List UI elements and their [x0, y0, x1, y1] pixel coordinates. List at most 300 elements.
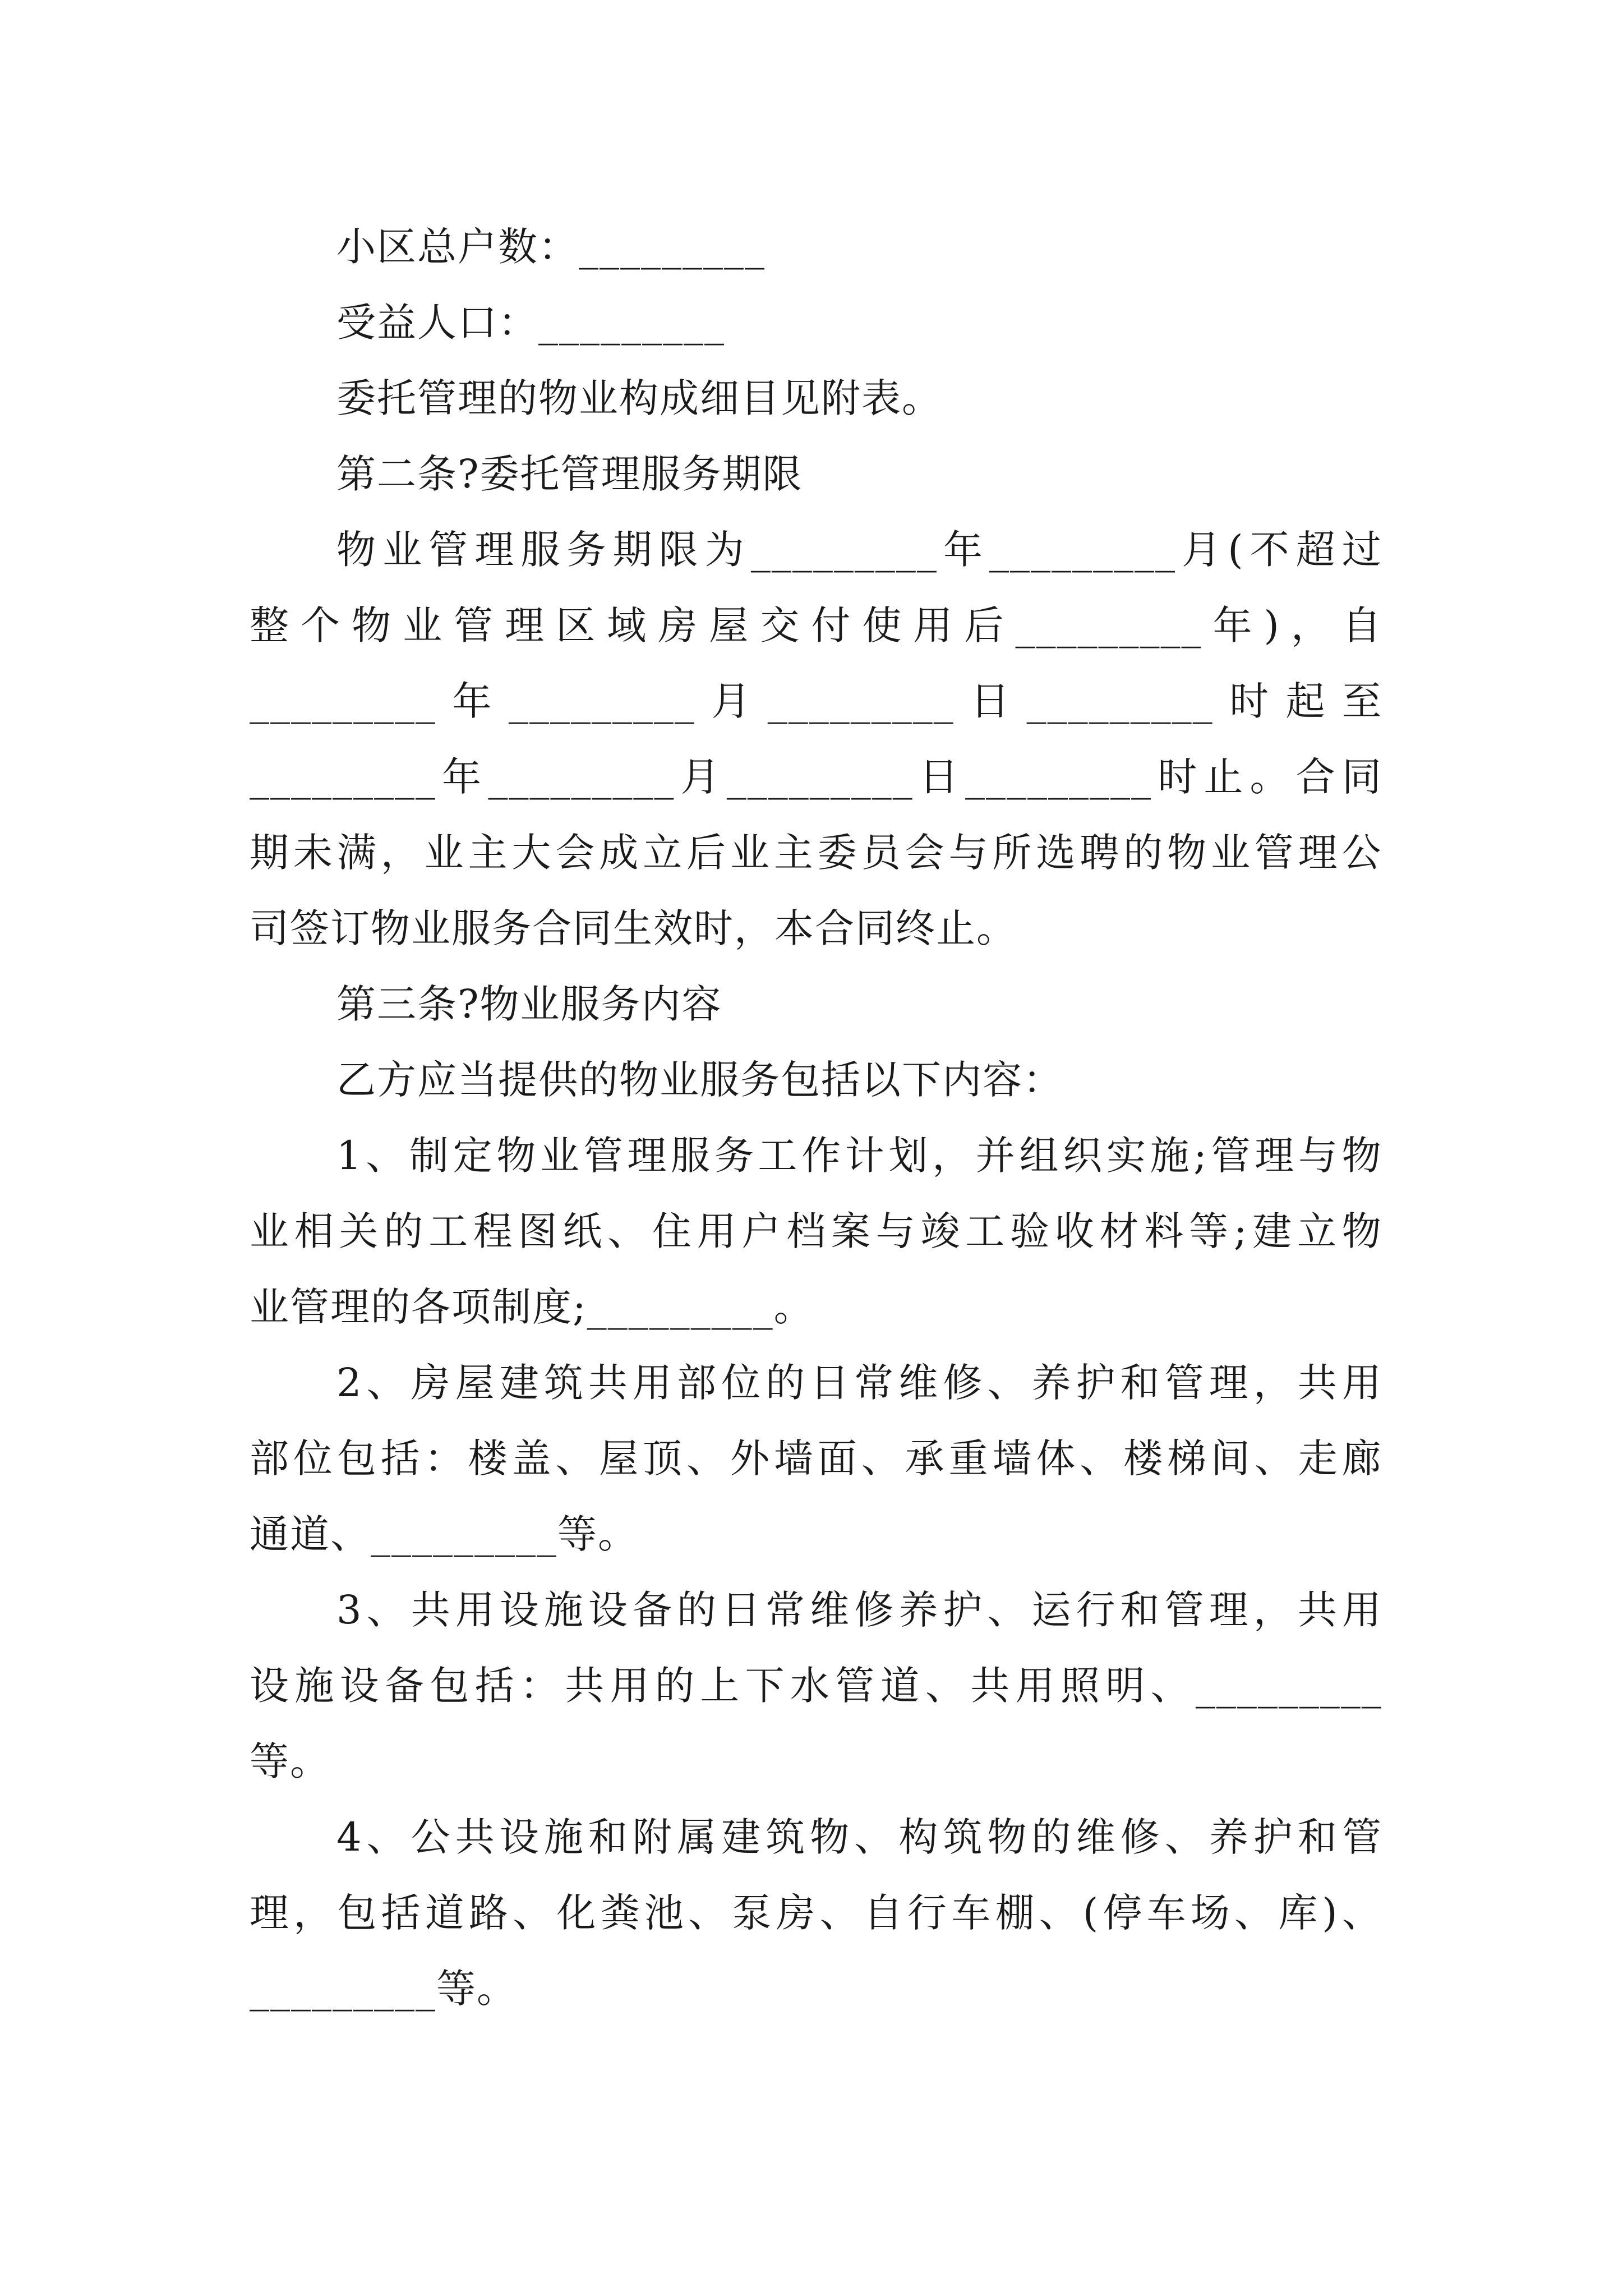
text-segment: 个 — [301, 602, 342, 648]
text-segment: 定 — [453, 1133, 494, 1179]
text-segment: 括 — [380, 1435, 421, 1481]
text-segment: 面 — [817, 1435, 858, 1481]
text-segment: 管 — [1164, 1360, 1205, 1406]
text-segment: 。 — [1249, 754, 1290, 800]
text-segment: 体 — [1036, 1435, 1077, 1481]
text-segment: 、 — [366, 1133, 407, 1179]
text-segment: 与 — [948, 830, 989, 876]
text-segment: 时 — [1158, 754, 1198, 800]
text-segment: 、 — [513, 1890, 554, 1936]
text-segment: 、 — [1254, 1435, 1295, 1481]
text-segment: 户 — [741, 1208, 782, 1254]
text-segment: 竣 — [920, 1208, 961, 1254]
text-segment: 的 — [1123, 830, 1164, 876]
text-segment: 、 — [366, 1360, 407, 1406]
text-segment: 筑 — [766, 1814, 806, 1860]
text-segment: 理 — [1209, 1360, 1249, 1406]
article-2-line-6 — [250, 895, 1382, 962]
text-segment: 用 — [1341, 1587, 1382, 1633]
text-segment: 物 — [352, 602, 393, 648]
text-segment: 乙方应当提供的物业服务包括以下内容： — [336, 1057, 1063, 1103]
text-segment: 位 — [721, 1360, 762, 1406]
text-segment: 域 — [607, 602, 648, 648]
text-segment: ， — [293, 1890, 334, 1936]
text-segment: 立 — [1297, 1208, 1338, 1254]
text-segment: 止 — [1204, 754, 1244, 800]
text-segment: 管 — [454, 602, 495, 648]
text-segment: 日 — [970, 678, 1011, 724]
text-segment: 划 — [888, 1133, 929, 1179]
text-segment: 第三条?物业服务内容 — [336, 981, 722, 1027]
text-segment: 设 — [250, 1663, 290, 1709]
text-segment: 聘 — [1080, 830, 1121, 876]
text-segment: 设 — [499, 1587, 540, 1633]
text-segment: 常 — [854, 1360, 895, 1406]
text-segment: 区 — [556, 602, 597, 648]
text-segment: 至 — [1341, 678, 1382, 724]
text-segment: 会 — [905, 830, 946, 876]
text-segment: 、 — [987, 1587, 1028, 1633]
text-segment: 施 — [543, 1814, 584, 1860]
text-segment: 整 — [250, 602, 290, 648]
text-segment: 、 — [1341, 1890, 1382, 1936]
blank-field: _________ — [965, 754, 1152, 800]
text-segment: 大 — [511, 830, 552, 876]
text-segment: ： — [519, 1663, 560, 1709]
text-segment: 业 — [424, 830, 465, 876]
text-segment: 付 — [811, 602, 852, 648]
text-segment: 自 — [863, 1890, 904, 1936]
text-segment: 委托管理的物业构成细目见附表。 — [336, 375, 942, 421]
text-segment: 楼 — [1123, 1435, 1164, 1481]
text-segment: 明 — [1105, 1663, 1146, 1709]
item-4-line-3 — [250, 1955, 1382, 2022]
text-segment: 和 — [1120, 1587, 1161, 1633]
item-4-line-1 — [336, 1803, 1382, 1871]
text-segment: 用 — [697, 1208, 737, 1254]
blank-field: _________ — [538, 300, 725, 346]
text-segment: 公 — [411, 1814, 451, 1860]
item-2-line-1 — [336, 1349, 1382, 1416]
text-segment: 部 — [250, 1435, 290, 1481]
text-segment: 附 — [632, 1814, 673, 1860]
text-segment: ( — [1228, 527, 1244, 573]
text-segment: 纸 — [562, 1208, 603, 1254]
text-segment: 建 — [721, 1814, 762, 1860]
text-segment: 维 — [1076, 1814, 1117, 1860]
text-segment: 养 — [898, 1587, 939, 1633]
text-segment: 物 — [1341, 1208, 1382, 1254]
text-segment: 位 — [293, 1435, 334, 1481]
text-segment: ， — [1290, 602, 1331, 648]
text-segment: 、 — [1080, 1435, 1121, 1481]
text-segment: 物 — [1167, 830, 1208, 876]
text-segment: 等。 — [250, 1738, 330, 1784]
text-segment: 计 — [845, 1133, 886, 1179]
text-segment: 房 — [776, 1890, 817, 1936]
text-segment: 、 — [1039, 1890, 1080, 1936]
text-segment: 理 — [1209, 1587, 1249, 1633]
text-segment: 管 — [1341, 1814, 1382, 1860]
text-segment: 粪 — [600, 1890, 641, 1936]
text-segment: 屋 — [709, 602, 750, 648]
text-segment: 盖 — [511, 1435, 552, 1481]
text-segment: 外 — [730, 1435, 771, 1481]
text-segment: 材 — [1099, 1208, 1140, 1254]
article-2-line-2 — [250, 592, 1382, 659]
text-segment: 楼 — [468, 1435, 509, 1481]
text-segment: ， — [1253, 1587, 1294, 1633]
text-segment: 筑 — [543, 1360, 584, 1406]
text-segment: 屋 — [599, 1435, 640, 1481]
item-1-line-1 — [336, 1122, 1382, 1189]
blank-field: _________ — [989, 527, 1177, 573]
text-segment: 、 — [861, 1435, 902, 1481]
text-segment: 的 — [677, 1587, 718, 1633]
text-segment: 起 — [1285, 678, 1326, 724]
text-segment: 未 — [293, 830, 334, 876]
text-segment: 梯 — [1167, 1435, 1208, 1481]
text-segment: 、 — [1234, 1890, 1275, 1936]
text-segment: 年 — [1212, 602, 1253, 648]
text-segment: 用 — [455, 1587, 496, 1633]
item-3-line-1 — [336, 1576, 1382, 1644]
text-segment: 程 — [473, 1208, 514, 1254]
text-segment: 并 — [975, 1133, 1016, 1179]
article-2-heading — [336, 440, 1382, 508]
text-segment: 修 — [1120, 1814, 1161, 1860]
text-segment: 共 — [411, 1587, 451, 1633]
text-segment: 业 — [1210, 830, 1251, 876]
text-segment: 共 — [1297, 1587, 1338, 1633]
text-segment: 养 — [1031, 1360, 1072, 1406]
text-segment: 委 — [817, 830, 858, 876]
text-segment: 案 — [831, 1208, 872, 1254]
text-segment: 照 — [1060, 1663, 1101, 1709]
text-segment: 理 — [505, 602, 546, 648]
article-3-heading — [336, 970, 1382, 1038]
text-segment: 包 — [430, 1663, 471, 1709]
text-segment: 道 — [425, 1890, 465, 1936]
blank-field: _________ — [587, 1284, 774, 1330]
text-segment: 修 — [943, 1360, 984, 1406]
text-segment: 墙 — [773, 1435, 814, 1481]
blank-field: _________ — [250, 1966, 436, 2012]
text-segment: 、 — [819, 1890, 860, 1936]
text-segment: 屋 — [455, 1360, 496, 1406]
text-segment: 路 — [469, 1890, 510, 1936]
blank-field: _________ — [579, 224, 766, 270]
attachment-note-line — [336, 365, 1382, 432]
text-segment: 护 — [943, 1587, 984, 1633]
text-segment: 与 — [1298, 1133, 1339, 1179]
text-segment: 日 — [810, 1360, 851, 1406]
text-segment: 房 — [658, 602, 699, 648]
text-segment: 池 — [644, 1890, 685, 1936]
text-segment: 实 — [1106, 1133, 1147, 1179]
text-segment: 、 — [1150, 1663, 1191, 1709]
text-segment: ( — [1082, 1890, 1100, 1936]
beneficiaries-line — [336, 289, 1382, 356]
text-segment: 共 — [1297, 1360, 1338, 1406]
text-segment: 为 — [704, 527, 745, 573]
text-segment: 同 — [1341, 754, 1382, 800]
text-segment: 、 — [1164, 1814, 1205, 1860]
text-segment: 管 — [1254, 830, 1295, 876]
blank-field: _________ — [1026, 678, 1214, 724]
text-segment: 括 — [381, 1890, 422, 1936]
text-segment: 档 — [786, 1208, 827, 1254]
text-segment: 受益人口： — [336, 300, 538, 346]
text-segment: 车 — [951, 1890, 992, 1936]
text-segment: 会 — [555, 830, 596, 876]
text-segment: 主 — [773, 830, 814, 876]
text-segment: ， — [380, 830, 421, 876]
text-segment: 道 — [880, 1663, 921, 1709]
text-segment: 修 — [854, 1587, 895, 1633]
text-segment: 年 — [442, 754, 483, 800]
blank-field: _________ — [250, 754, 436, 800]
text-segment: 3 — [336, 1587, 363, 1633]
text-segment: 交 — [760, 602, 801, 648]
text-segment: 后 — [686, 830, 727, 876]
text-segment: 月 — [1182, 527, 1223, 573]
text-segment: 维 — [810, 1587, 851, 1633]
text-segment: 用 — [632, 1360, 673, 1406]
text-segment: 设 — [339, 1663, 380, 1709]
text-segment: 日 — [919, 754, 960, 800]
text-segment: 超 — [1295, 527, 1336, 573]
text-segment: 维 — [898, 1360, 939, 1406]
text-segment: 织 — [1063, 1133, 1104, 1179]
text-segment: 备 — [632, 1587, 673, 1633]
text-segment: 立 — [643, 830, 684, 876]
text-segment: 物 — [1341, 1133, 1382, 1179]
text-segment: 车 — [1146, 1890, 1187, 1936]
text-segment: 用 — [610, 1663, 651, 1709]
text-segment: ： — [424, 1435, 465, 1481]
text-segment: 所 — [992, 830, 1033, 876]
text-segment: 料 — [1144, 1208, 1185, 1254]
text-segment: 部 — [677, 1360, 718, 1406]
text-segment: 泵 — [732, 1890, 773, 1936]
text-segment: 和 — [1120, 1360, 1161, 1406]
text-segment: ) — [1264, 602, 1280, 648]
text-segment: 理 — [1255, 1133, 1295, 1179]
text-segment: 。 — [773, 1284, 814, 1330]
text-segment: 司签订物业服务合同生效时，本合同终止。 — [250, 905, 1017, 951]
text-segment: 共 — [565, 1663, 606, 1709]
item-2-line-2 — [250, 1425, 1382, 1492]
text-segment: 后 — [964, 602, 1005, 648]
text-segment: 、 — [366, 1814, 407, 1860]
text-segment: 物 — [810, 1814, 851, 1860]
blank-field: _________ — [250, 678, 436, 724]
text-segment: ; — [1233, 1208, 1248, 1254]
text-segment: 走 — [1298, 1435, 1339, 1481]
text-segment: ， — [1253, 1360, 1294, 1406]
text-segment: 不 — [1249, 527, 1290, 573]
text-segment: 选 — [1036, 830, 1077, 876]
blank-field: _________ — [750, 527, 938, 573]
text-segment: 时 — [1229, 678, 1270, 724]
text-segment: 期 — [250, 830, 290, 876]
text-segment: 住 — [652, 1208, 693, 1254]
text-segment: 停 — [1103, 1890, 1144, 1936]
text-segment: 廊 — [1341, 1435, 1382, 1481]
text-segment: 的 — [384, 1208, 425, 1254]
text-segment: ; — [1193, 1133, 1208, 1179]
text-segment: 施 — [543, 1587, 584, 1633]
text-segment: 共 — [455, 1814, 496, 1860]
text-segment: 运 — [1031, 1587, 1072, 1633]
text-segment: 行 — [1076, 1587, 1117, 1633]
text-segment: 务 — [714, 1133, 755, 1179]
text-segment: 等。 — [436, 1966, 517, 2012]
text-segment: 工 — [428, 1208, 469, 1254]
text-segment: 的 — [766, 1360, 806, 1406]
text-segment: 过 — [1341, 527, 1382, 573]
text-segment: 理 — [474, 527, 515, 573]
text-segment: 年 — [452, 678, 493, 724]
text-segment: 物 — [987, 1814, 1028, 1860]
text-segment: 括 — [474, 1663, 515, 1709]
text-segment: 员 — [861, 830, 902, 876]
text-segment: 等。 — [557, 1511, 638, 1557]
text-segment: 顶 — [643, 1435, 684, 1481]
text-segment: 业 — [382, 527, 423, 573]
text-segment: 等 — [1189, 1208, 1230, 1254]
text-segment: 理 — [627, 1133, 668, 1179]
text-segment: 使 — [862, 602, 903, 648]
text-segment: 用 — [1341, 1360, 1382, 1406]
text-segment: 务 — [566, 527, 607, 573]
blank-field: _________ — [726, 754, 914, 800]
text-segment: 业 — [403, 602, 444, 648]
item-3-line-2 — [250, 1652, 1382, 1719]
text-segment: 物 — [336, 527, 377, 573]
text-segment: 和 — [588, 1814, 629, 1860]
text-segment: 关 — [339, 1208, 380, 1254]
article-2-line-1 — [336, 516, 1382, 583]
text-segment: 常 — [766, 1587, 806, 1633]
text-segment: 构 — [898, 1814, 939, 1860]
item-2-line-3 — [250, 1501, 1382, 1568]
text-segment: 施 — [294, 1663, 335, 1709]
text-segment: 主 — [468, 830, 509, 876]
text-segment: 收 — [1054, 1208, 1095, 1254]
text-segment: 业 — [730, 830, 771, 876]
text-segment: 1 — [336, 1133, 363, 1179]
text-segment: 、 — [607, 1208, 648, 1254]
text-segment: 自 — [1341, 602, 1382, 648]
text-segment: 护 — [1253, 1814, 1294, 1860]
text-segment: 共 — [970, 1663, 1011, 1709]
text-segment: 第二条?委托管理服务期限 — [336, 451, 803, 497]
text-segment: 限 — [658, 527, 699, 573]
text-segment: 业管理的各项制度; — [250, 1284, 587, 1330]
text-segment: 包 — [336, 1435, 377, 1481]
text-segment: 墙 — [992, 1435, 1033, 1481]
blank-field: _________ — [488, 754, 675, 800]
text-segment: 的 — [1031, 1814, 1072, 1860]
blank-field: _________ — [508, 678, 695, 724]
text-segment: 房 — [411, 1360, 451, 1406]
text-segment: 业 — [250, 1208, 290, 1254]
text-segment: 、 — [366, 1587, 407, 1633]
text-segment: 作 — [801, 1133, 842, 1179]
text-segment: 日 — [721, 1587, 762, 1633]
text-segment: 公 — [1341, 830, 1382, 876]
text-segment: ) — [1322, 1890, 1339, 1936]
text-segment: 验 — [1010, 1208, 1051, 1254]
text-segment: 属 — [677, 1814, 718, 1860]
households-line — [336, 213, 1382, 280]
text-segment: 工 — [965, 1208, 1006, 1254]
text-segment: 、 — [686, 1435, 727, 1481]
text-segment: 、 — [854, 1814, 895, 1860]
text-segment: 服 — [671, 1133, 712, 1179]
item-4-line-2 — [250, 1879, 1382, 1947]
text-segment: 月 — [711, 678, 752, 724]
blank-field: _________ — [1015, 602, 1202, 648]
text-segment: 工 — [758, 1133, 799, 1179]
text-segment: 筑 — [943, 1814, 984, 1860]
blank-field: _________ — [371, 1511, 557, 1557]
item-1-line-3 — [250, 1273, 1382, 1341]
text-segment: 养 — [1209, 1814, 1249, 1860]
text-segment: 、 — [987, 1360, 1028, 1406]
text-segment: 管 — [1211, 1133, 1252, 1179]
blank-field: _________ — [767, 678, 955, 724]
text-segment: 备 — [384, 1663, 425, 1709]
text-segment: 理 — [250, 1890, 290, 1936]
text-segment: 4 — [336, 1814, 363, 1860]
text-segment: 下 — [745, 1663, 786, 1709]
article-2-line-4 — [250, 743, 1382, 811]
text-segment: 上 — [700, 1663, 741, 1709]
text-segment: 服 — [520, 527, 561, 573]
text-segment: 图 — [518, 1208, 559, 1254]
text-segment: 合 — [1295, 754, 1336, 800]
text-segment: 化 — [556, 1890, 597, 1936]
text-segment: 、 — [688, 1890, 729, 1936]
text-segment: 共 — [588, 1360, 629, 1406]
text-segment: 小区总户数： — [336, 224, 579, 270]
text-segment: 承 — [905, 1435, 946, 1481]
text-segment: 满 — [336, 830, 377, 876]
text-segment: 设 — [588, 1587, 629, 1633]
text-segment: 管 — [835, 1663, 876, 1709]
text-segment: 管 — [428, 527, 469, 573]
article-3-intro — [336, 1046, 1382, 1114]
text-segment: 制 — [409, 1133, 450, 1179]
text-segment: 护 — [1076, 1360, 1117, 1406]
text-segment: 业 — [540, 1133, 580, 1179]
article-2-line-3 — [250, 668, 1382, 735]
text-segment: 、 — [925, 1663, 966, 1709]
text-segment: 包 — [337, 1890, 378, 1936]
text-segment: 通道、 — [250, 1511, 371, 1557]
text-segment: 与 — [875, 1208, 916, 1254]
item-3-line-3 — [250, 1728, 1382, 1795]
text-segment: 重 — [948, 1435, 989, 1481]
text-segment: 月 — [680, 754, 721, 800]
text-segment: 水 — [790, 1663, 831, 1709]
text-segment: 管 — [583, 1133, 624, 1179]
text-segment: 设 — [499, 1814, 540, 1860]
text-segment: 的 — [654, 1663, 695, 1709]
